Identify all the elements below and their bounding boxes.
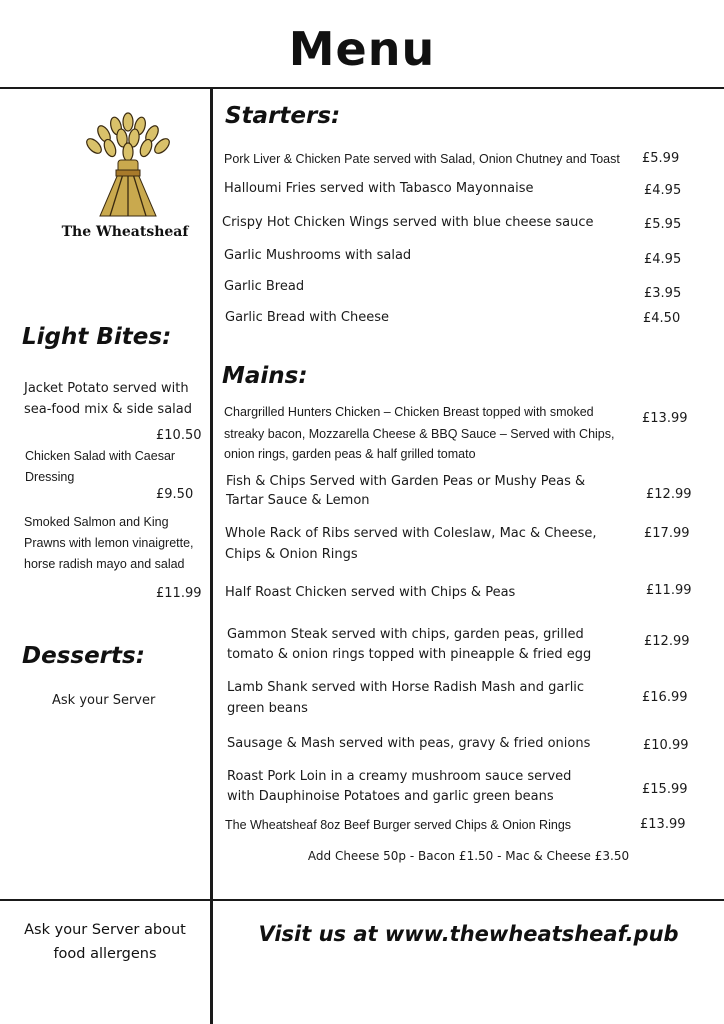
- starters-heading: Starters:: [225, 103, 341, 129]
- mains-extras: Add Cheese 50p - Bacon £1.50 - Mac & Cheese £3.50: [307, 849, 630, 863]
- item-price: £10.99: [643, 738, 689, 753]
- bottom-divider: [0, 899, 724, 901]
- item-price: £15.99: [642, 782, 688, 797]
- item-line: horse radish mayo and salad: [24, 557, 185, 571]
- item-price: £17.99: [644, 526, 690, 541]
- top-divider: [0, 87, 724, 89]
- item-line: Sausage & Mash served with peas, gravy & fried onions: [227, 736, 591, 751]
- item-name: Garlic Mushrooms with salad: [224, 248, 412, 263]
- item-price: £16.99: [642, 690, 688, 705]
- item-price: £4.50: [643, 311, 681, 326]
- item-line: Lamb Shank served with Horse Radish Mash and garlic: [227, 680, 585, 695]
- item-line: Smoked Salmon and King: [24, 515, 169, 529]
- item-price: £9.50: [156, 487, 194, 502]
- desserts-note: Ask your Server: [52, 693, 156, 708]
- item-line: Half Roast Chicken served with Chips & Peas: [225, 585, 516, 600]
- item-name: Garlic Bread with Cheese: [225, 310, 390, 325]
- item-name: Halloumi Fries served with Tabasco Mayonnaise: [224, 181, 534, 196]
- item-price: £5.95: [644, 217, 682, 232]
- item-line: with Dauphinoise Potatoes and garlic green beans: [227, 789, 554, 804]
- item-price: £13.99: [642, 411, 688, 426]
- item-line: Roast Pork Loin in a creamy mushroom sauce served: [227, 769, 572, 784]
- item-line: tomato & onion rings topped with pineapple & fried egg: [227, 647, 592, 662]
- item-line: Chips & Onion Rings: [225, 547, 358, 562]
- item-price: £12.99: [644, 634, 690, 649]
- item-name: Pork Liver & Chicken Pate served with Salad, Onion Chutney and Toast: [224, 152, 620, 166]
- allergens-notice: [10, 918, 200, 966]
- wheat-sheaf-icon: [78, 108, 178, 220]
- item-line: onion rings, garden peas & half grilled tomato: [224, 447, 476, 461]
- item-price: £4.95: [644, 183, 682, 198]
- item-line: The Wheatsheaf 8oz Beef Burger served Chips & Onion Rings: [225, 818, 572, 832]
- column-divider: [210, 87, 213, 1024]
- item-price: £11.99: [646, 583, 692, 598]
- item-line: Prawns with lemon vinaigrette,: [24, 536, 194, 550]
- item-line: green beans: [227, 701, 308, 716]
- item-price: £12.99: [646, 487, 692, 502]
- allergens-line: food allergens: [53, 946, 157, 962]
- desserts-heading: Desserts:: [22, 643, 145, 669]
- menu-title: Menu: [288, 22, 436, 76]
- item-line: Chargrilled Hunters Chicken – Chicken Breast topped with smoked: [224, 405, 594, 419]
- item-price: £10.50: [156, 428, 202, 443]
- item-line: Dressing: [25, 470, 75, 484]
- item-price: £4.95: [644, 252, 682, 267]
- item-price: £3.95: [644, 286, 682, 301]
- allergens-line: Ask your Server about: [24, 922, 186, 938]
- mains-heading: Mains:: [222, 363, 308, 389]
- item-line: Jacket Potato served with: [24, 381, 189, 396]
- item-line: Tartar Sauce & Lemon: [226, 493, 370, 508]
- item-line: sea-food mix & side salad: [24, 402, 193, 417]
- item-name: Crispy Hot Chicken Wings served with blue cheese sauce: [222, 215, 594, 230]
- light-bites-heading: Light Bites:: [22, 324, 172, 350]
- item-line: Gammon Steak served with chips, garden peas, grilled: [227, 627, 584, 642]
- website-notice: Visit us at www.thewheatsheaf.pub: [258, 922, 679, 946]
- item-line: Chicken Salad with Caesar: [25, 449, 176, 463]
- item-line: Fish & Chips Served with Garden Peas or Mushy Peas &: [226, 474, 586, 489]
- item-name: Garlic Bread: [224, 279, 305, 294]
- item-line: Whole Rack of Ribs served with Coleslaw, Mac & Cheese,: [225, 526, 597, 541]
- item-price: £5.99: [642, 151, 680, 166]
- logo-name: The Wheatsheaf: [61, 224, 189, 240]
- item-price: £13.99: [640, 817, 686, 832]
- item-line: streaky bacon, Mozzarella Cheese & BBQ Sauce – Served with Chips,: [224, 427, 615, 441]
- item-price: £11.99: [156, 586, 202, 601]
